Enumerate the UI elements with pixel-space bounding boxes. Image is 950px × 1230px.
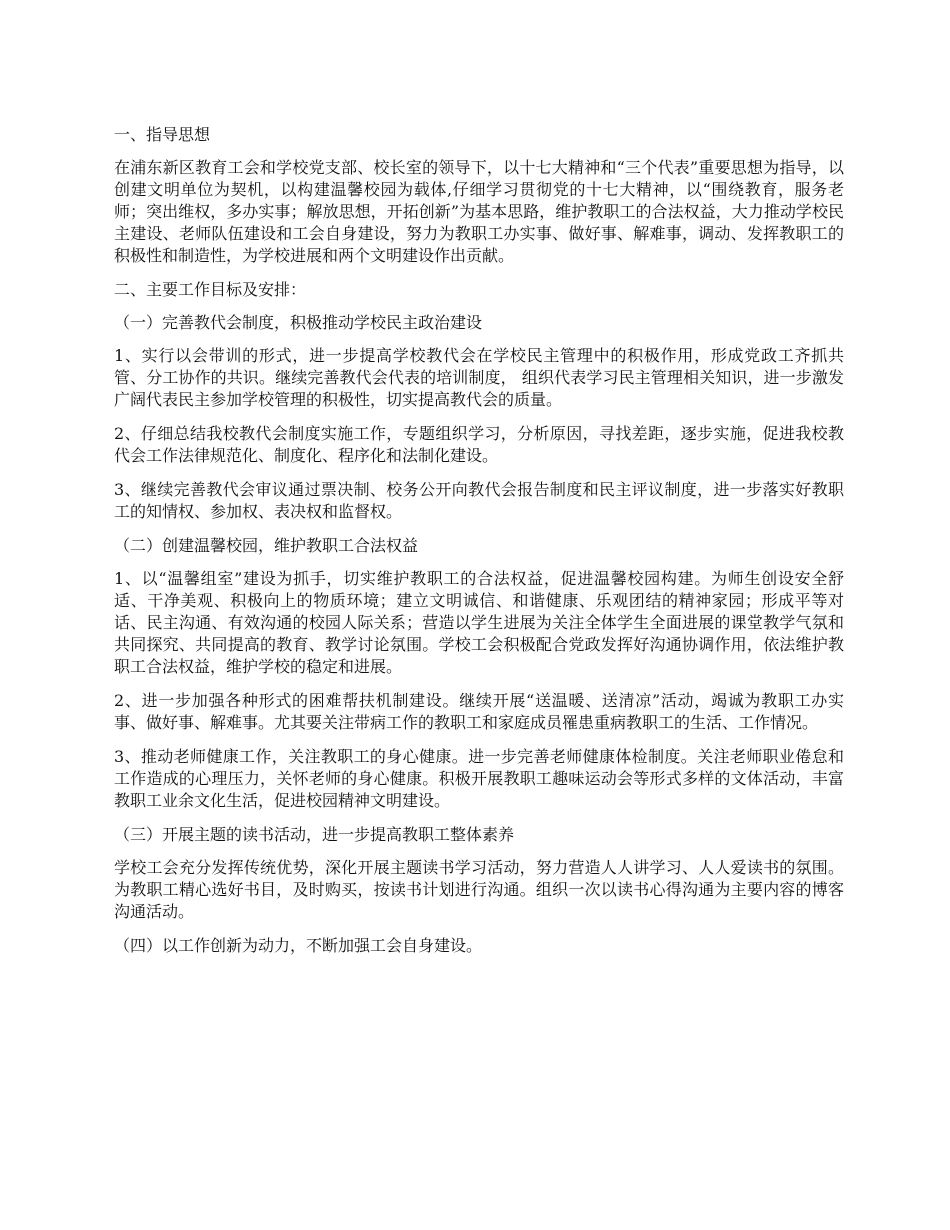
section-3-title: （三）开展主题的读书活动，进一步提高教职工整体素养 — [114, 825, 515, 844]
section-1-item-1: 1、实行以会带训的形式，进一步提高学校教代会在学校民主管理中的积极作用，形成党政工齐抓共管、分工协作的共识。继续完善教代会代表的培训制度， 组织代表学习民主管理相关知识，进一步激发广阔代表民主参加学校管理的积极性，切实提高教代会的质量。 — [114, 346, 844, 409]
section-1-item-3: 3、继续完善教代会审议通过票决制、校务公开向教代会报告制度和民主评议制度，进一步落实好教职工的知情权、参加权、表决权和监督权。 — [114, 480, 844, 521]
section-4-title: （四）以工作创新为动力，不断加强工会自身建设。 — [114, 936, 483, 955]
section-2-title: （二）创建温馨校园，维护教职工合法权益 — [114, 536, 419, 555]
section-2-item-3: 3、推动老师健康工作，关注教职工的身心健康。进一步完善老师健康体检制度。关注老师职业倦怠和工作造成的心理压力，关怀老师的身心健康。积极开展教职工趣味运动会等形式多样的文体活动，丰富教职工业余文化生活，促进校园精神文明建设。 — [114, 747, 844, 810]
section-2-item-1: 1、以“温馨组室”建设为抓手，切实维护教职工的合法权益，促进温馨校园构建。为师生创设安全舒适、干净美观、积极向上的物质环境；建立文明诚信、和谐健康、乐观团结的精神家园；形成平等对话、民主沟通、有效沟通的校园人际关系；营造以学生进展为关注全体学生全面进展的课堂教学气氛和共同探究、共同提高的教育、教学讨论氛围。学校工会积极配合党政发挥好沟通协调作用，依法维护教职工合法权益，维护学校的稳定和进展。 — [114, 569, 844, 676]
heading-main-goals: 二、主要工作目标及安排： — [114, 280, 307, 299]
section-2-item-2: 2、进一步加强各种形式的困难帮扶机制建设。继续开展“送温暖、送清凉”活动，竭诚为教职工办实事、做好事、解难事。尤其要关注带病工作的教职工和家庭成员罹患重病教职工的生活、工作情况。 — [114, 691, 844, 732]
document-page — [114, 124, 844, 968]
section-3-paragraph: 学校工会充分发挥传统优势，深化开展主题读书学习活动，努力营造人人讲学习、人人爱读书的氛围。为教职工精心选好书目，及时购买，按读书计划进行沟通。组织一次以读书心得沟通为主要内容的博客沟通活动。 — [114, 858, 844, 921]
heading-guiding-ideology: 一、指导思想 — [114, 125, 211, 144]
section-1-title: （一）完善教代会制度，积极推动学校民主政治建设 — [114, 313, 483, 332]
section-1-item-2: 2、仔细总结我校教代会制度实施工作，专题组织学习，分析原因，寻找差距，逐步实施，促进我校教代会工作法律规范化、制度化、程序化和法制化建设。 — [114, 424, 844, 465]
paragraph-guiding-ideology: 在浦东新区教育工会和学校党支部、校长室的领导下，以十七大精神和“三个代表”重要思想为指导，以创建文明单位为契机，以构建温馨校园为载体,仔细学习贯彻党的十七大精神，以“围绕教育，服务老师；突出维权，多办实事；解放思想，开拓创新”为基本思路，维护教职工的合法权益，大力推动学校民主建设、老师队伍建设和工会自身建设，努力为教职工办实事、做好事、解难事，调动、发挥教职工的积极性和制造性，为学校进展和两个文明建设作出贡献。 — [114, 158, 844, 265]
